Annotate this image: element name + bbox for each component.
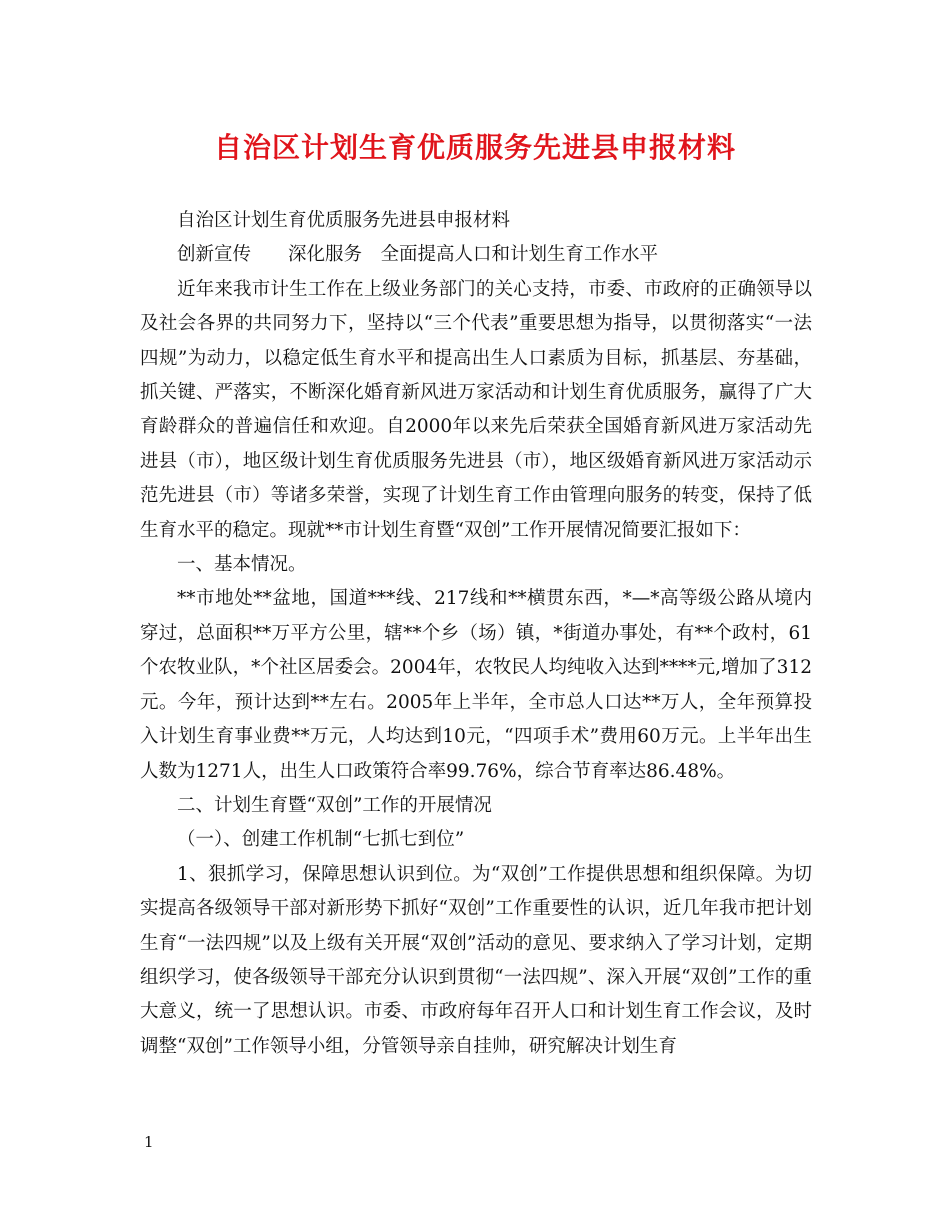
- paragraph-basic-situation: **市地处**盆地，国道***线、217线和**横贯东西，*—*高等级公路从境内穿过，总面积**万平方公里，辖**个乡（场）镇，*街道办事处，有**个政村，61个农牧业队，*个社区居委会。2004年，农牧民人均纯收入达到****元,增加了312元。今年，预计达到**左右。2005年上半年，全市总人口达**万人，全年预算投入计划生育事业费**万元，人均达到10元，“四项手术”费用60万元。上半年出生人数为1271人，出生人口政策符合率99.76%，综合节育率达86.48%。: [140, 588, 812, 782]
- paragraph-theme: 创新宣传 深化服务 全面提高人口和计划生育工作水平: [177, 244, 659, 266]
- document-body: [140, 204, 812, 1064]
- paragraph-intro: 近年来我市计生工作在上级业务部门的关心支持，市委、市政府的正确领导以及社会各界的共同努力下，坚持以“三个代表”重要思想为指导，以贯彻落实“一法四规”为动力，以稳定低生育水平和提高出生人口素质为目标，抓基层、夯基础，抓关键、严落实，不断深化婚育新风进万家活动和计划生育优质服务，赢得了广大育龄群众的普遍信任和欢迎。自2000年以来先后荣获全国婚育新风进万家活动先进县（市），地区级计划生育优质服务先进县（市），地区级婚育新风进万家活动示范先进县（市）等诸多荣誉，实现了计划生育工作由管理向服务的转变，保持了低生育水平的稳定。现就**市计划生育暨“双创”工作开展情况简要汇报如下：: [140, 278, 812, 541]
- paragraph-study: 1、狠抓学习，保障思想认识到位。为“双创”工作提供思想和组织保障。为切实提高各级领导干部对新形势下抓好“双创”工作重要性的认识，近几年我市把计划生育“一法四规”以及上级有关开展“双创”活动的意见、要求纳入了学习计划，定期组织学习，使各级领导干部充分认识到贯彻“一法四规”、深入开展“双创”工作的重大意义，统一了思想认识。市委、市政府每年召开人口和计划生育工作会议，及时调整“双创”工作领导小组，分管领导亲自挂帅，研究解决计划生育: [140, 863, 812, 1057]
- section-heading-work-progress: 二、计划生育暨“双创”工作的开展情况: [177, 794, 492, 816]
- page-number: 1: [144, 1133, 154, 1151]
- subsection-heading-mechanism: （一）、创建工作机制“七抓七到位”: [177, 829, 465, 851]
- document-title: 自治区计划生育优质服务先进县申报材料: [213, 131, 736, 164]
- paragraph-subtitle: 自治区计划生育优质服务先进县申报材料: [177, 210, 511, 231]
- section-heading-basic-situation: 一、基本情况。: [177, 554, 307, 576]
